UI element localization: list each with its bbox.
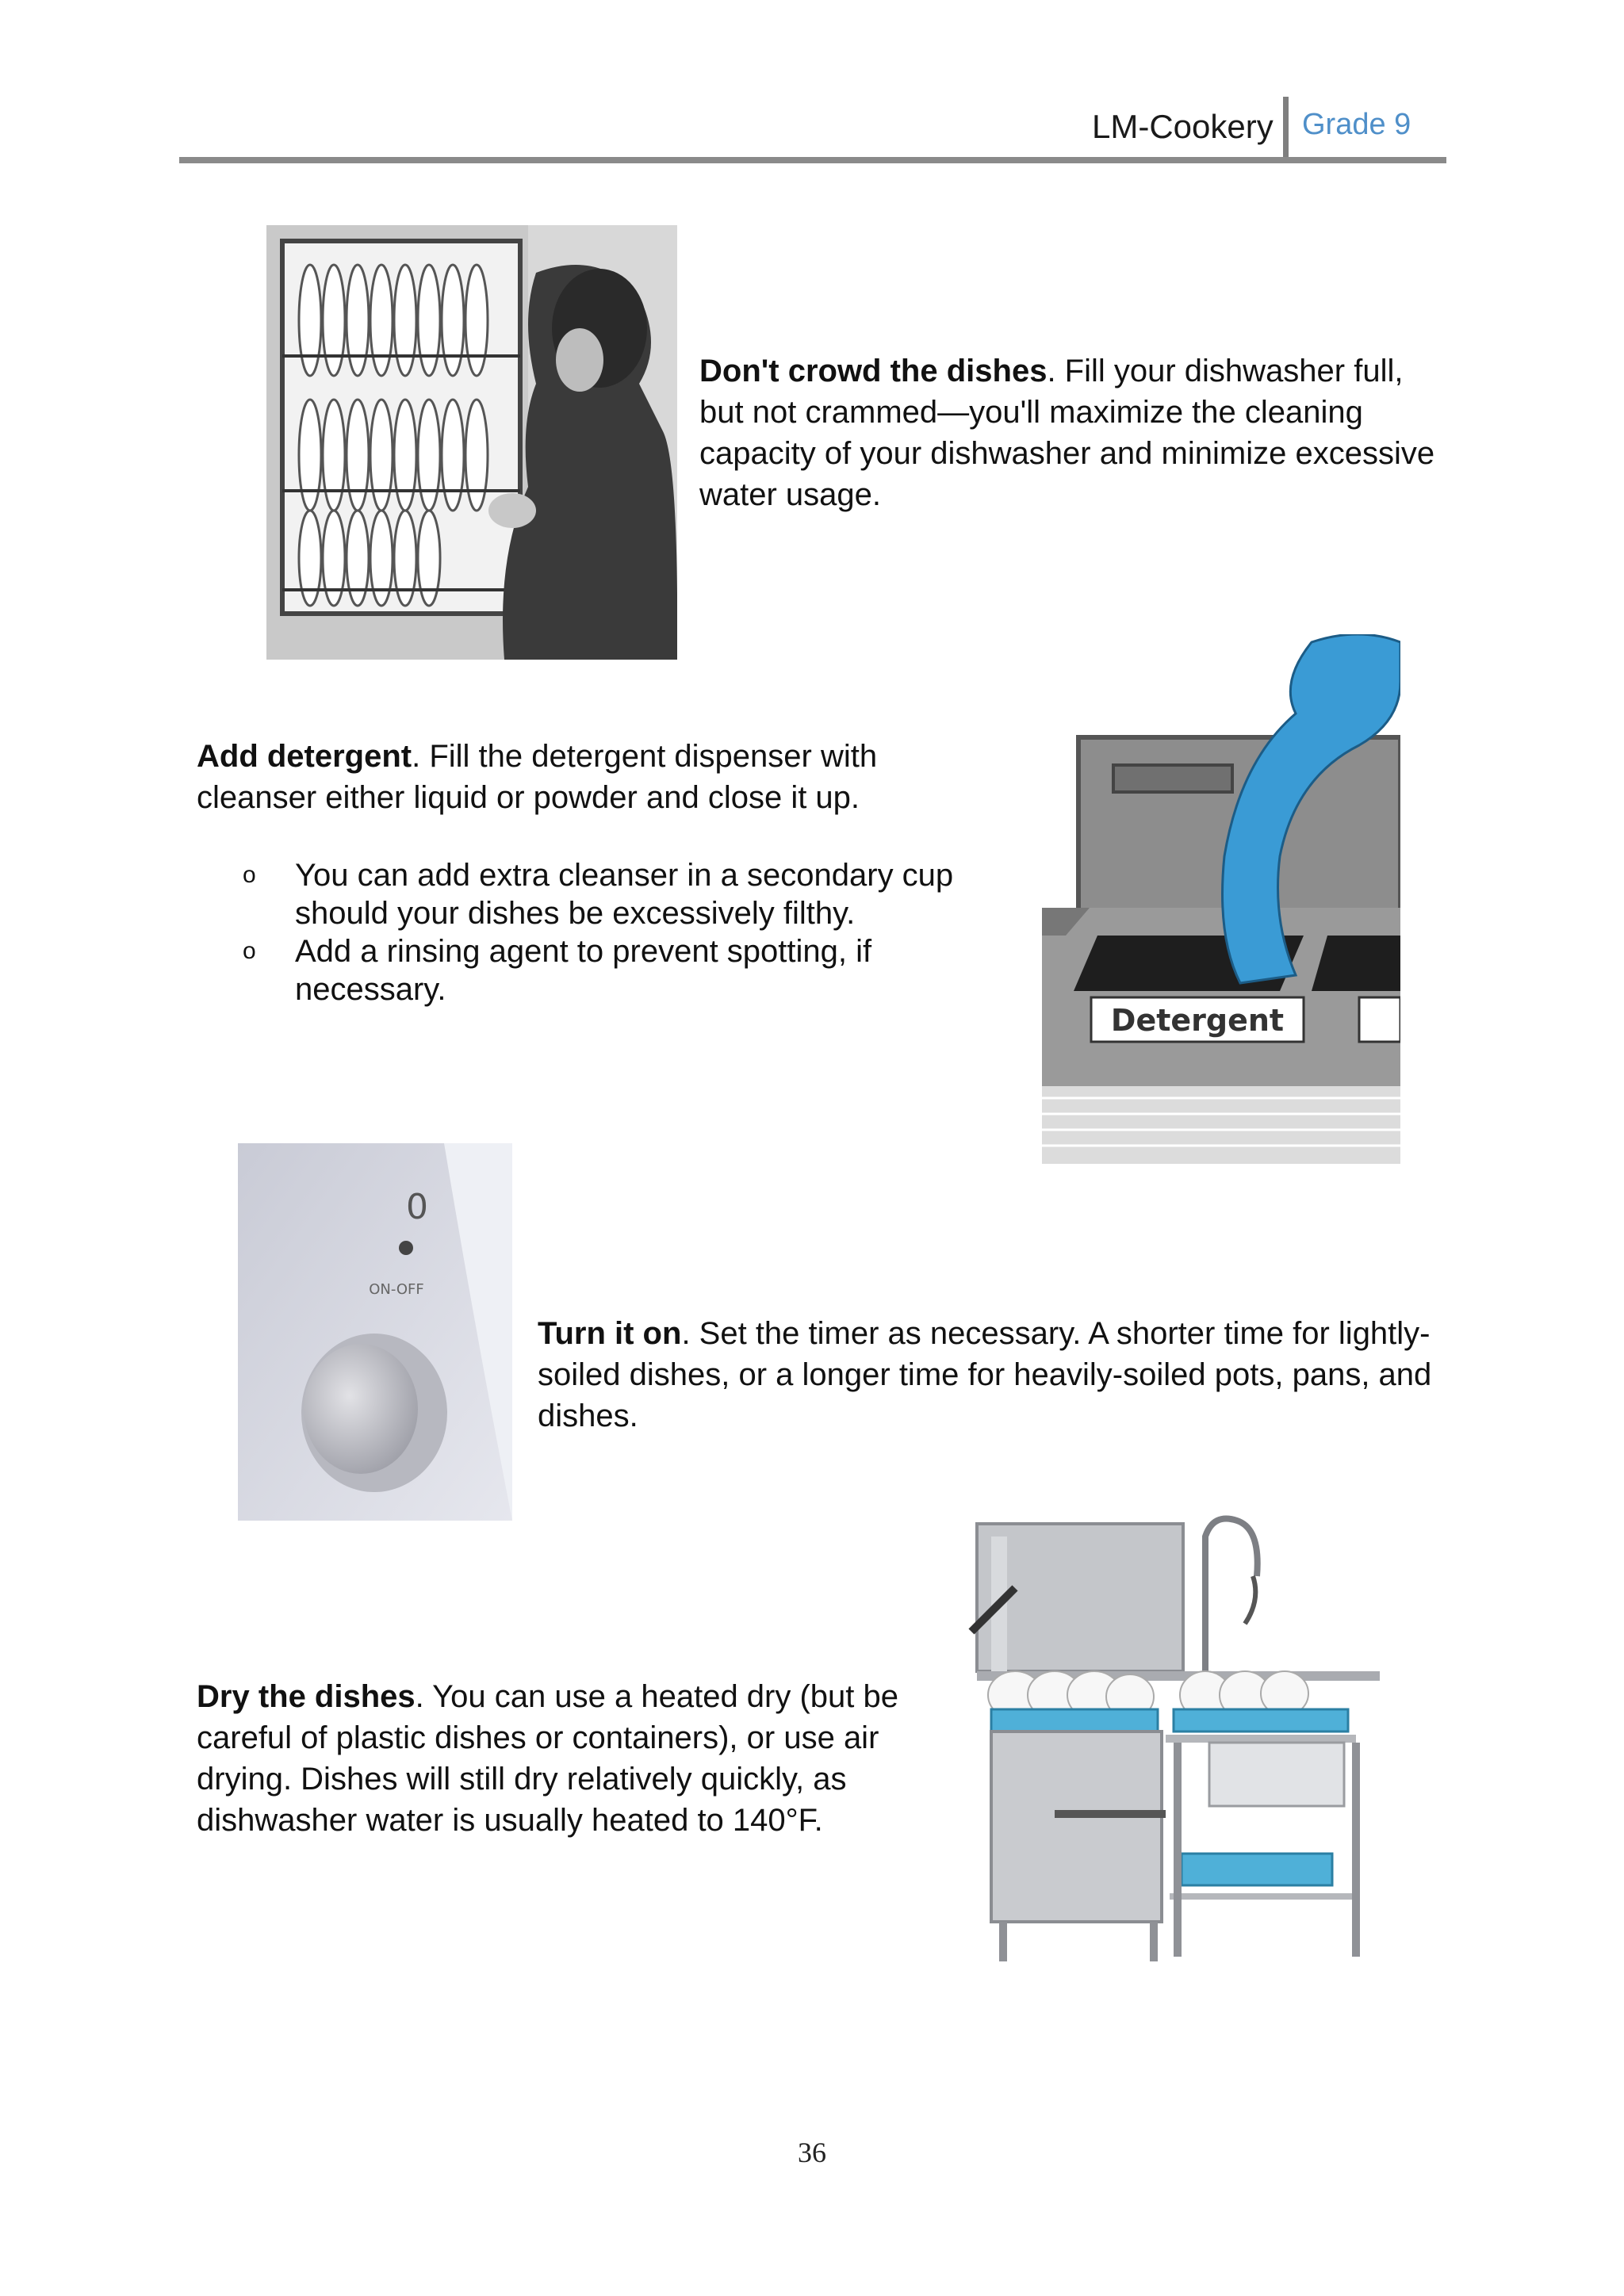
commercial-dishwasher-photo bbox=[936, 1513, 1380, 1973]
section-text: . You can use a heated dry (but be careful of plastic dishes or containers), or use air drying. Dishes will still dry relatively quickly, as dishwasher water is usually heated to 140°F. bbox=[197, 1679, 899, 1838]
power-symbol-icon: 0 bbox=[406, 1187, 428, 1227]
bullet-text: Add a rinsing agent to prevent spotting, if necessary. bbox=[295, 934, 872, 1007]
detergent-bullet-list bbox=[243, 856, 1004, 1008]
section-text: . Set the timer as necessary. A shorter time for lightly-soiled dishes, or a longer time for heavily-soiled pots, pans, and dishes. bbox=[538, 1316, 1432, 1433]
section-text: . Fill your dishwasher full, but not crammed—you'll maximize the cleaning capacity of your dishwasher and minimize excessive water usage. bbox=[699, 354, 1435, 512]
list-item bbox=[243, 856, 1004, 932]
header-grade: Grade 9 bbox=[1302, 108, 1411, 141]
list-item bbox=[243, 932, 1004, 1008]
dish-rack-photo bbox=[266, 225, 677, 660]
switch-label: ON-OFF bbox=[369, 1281, 424, 1298]
bullet-text: You can add extra cleanser in a secondary cup should your dishes be excessively filthy. bbox=[295, 858, 954, 931]
header-title: LM-Cookery bbox=[1092, 108, 1274, 145]
on-off-switch-photo bbox=[238, 1143, 512, 1521]
page-number: 36 bbox=[798, 2137, 826, 2168]
bullet-marker: o bbox=[243, 862, 256, 888]
section-heading: Turn it on bbox=[538, 1316, 682, 1351]
header-divider bbox=[1283, 97, 1289, 159]
section-heading: Dry the dishes bbox=[197, 1679, 416, 1714]
detergent-illustration bbox=[1042, 634, 1400, 1164]
section-add-detergent bbox=[197, 736, 942, 818]
bullet-marker: o bbox=[243, 938, 256, 964]
section-dont-crowd bbox=[699, 350, 1445, 515]
detergent-label: Detergent bbox=[1110, 1003, 1285, 1038]
section-text: . Fill the detergent dispenser with cleanser either liquid or powder and close it up. bbox=[197, 739, 878, 815]
section-turn-it-on bbox=[538, 1313, 1442, 1437]
section-heading: Add detergent bbox=[197, 739, 412, 774]
header-rule bbox=[179, 157, 1446, 163]
section-heading: Don't crowd the dishes bbox=[699, 354, 1048, 388]
section-dry-dishes bbox=[197, 1676, 918, 1841]
